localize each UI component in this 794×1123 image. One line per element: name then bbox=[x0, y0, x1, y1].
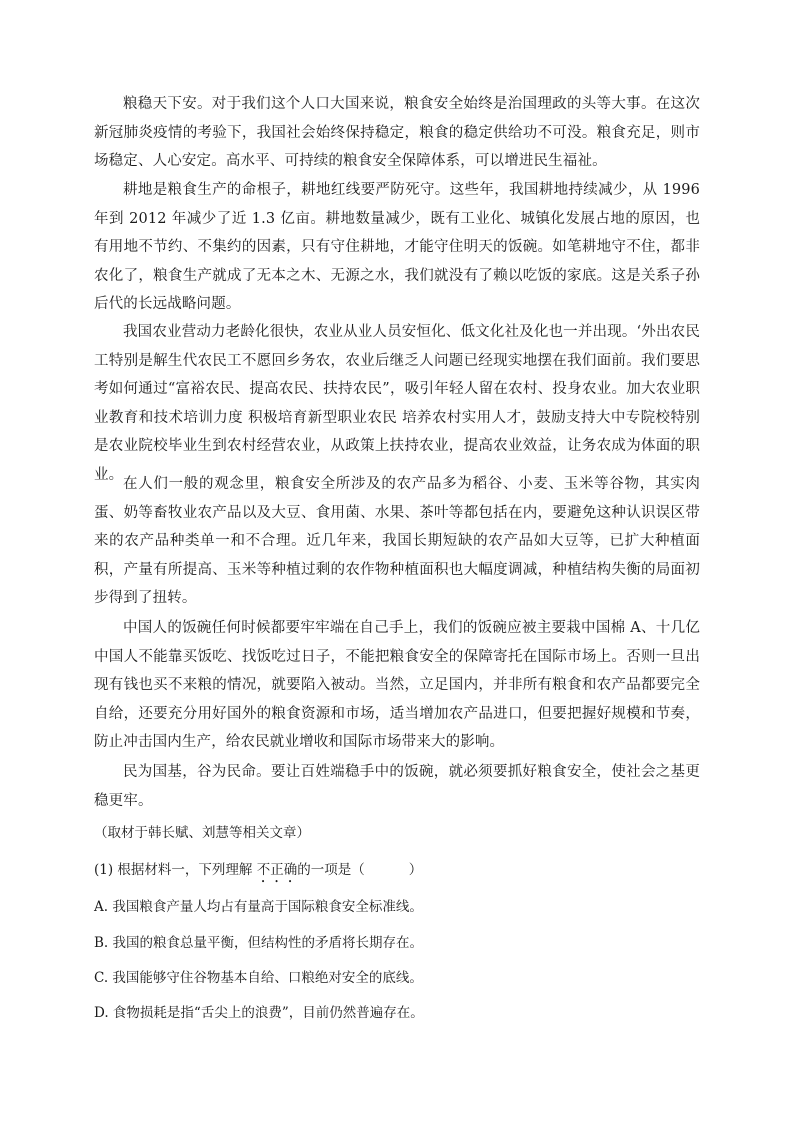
question-suffix: 的一项是（ bbox=[297, 862, 365, 878]
option-a[interactable]: A. 我国粮食产量人均占有量高于国际粮食安全标准线。 bbox=[94, 899, 423, 915]
question-emphasis: 不正确 bbox=[256, 862, 298, 878]
source-note: （取材于韩长赋、刘慧等相关文章） bbox=[94, 825, 310, 841]
option-b[interactable]: B. 我国的粮食总量平衡，但结构性的矛盾将长期存在。 bbox=[94, 935, 424, 951]
paragraph-agricultural-labor: 我国农业营动力老龄化很快，农业从业人员安恒化、低文化社及化也一并出现。‘外出农民工特别是解生代农民工不愿回乡务农，农业后继乏人问题已经现实地摆在我们面前。我们要思考如何通过“富裕农民、提高农民、扶持农民”，吸引年轻人留在农村、投身农业。加大农业职业教育和技术培训力度 积极培育新型职业农民 培养农村实用人才，鼓励支持大中专院校特别是农业院校毕业生到农村经营农业，从政策上扶持农业，提高农业效益，让务农成为体面的职业。 bbox=[94, 324, 700, 483]
paragraph-self-reliance: 中国人的饭碗任何时候都要牢牢端在自己手上，我们的饭碗应被主要栽中国棉 A、十几亿中国人不能靠买饭吃、找饭吃过日子，不能把粮食安全的保障寄托在国际市场上。否则一旦出现有钱也买不来粮的情况，就要陷入被动。当然，立足国内，并非所有粮食和农产品都要完全自给，还要充分用好国外的粮食资源和市场，适当增加农产品进口，但要把握好规模和节奏，防止冲击国内生产，给农民就业增收和国际市场带来大的影响。 bbox=[94, 620, 700, 751]
paragraph-product-variety: 在人们一般的观念里，粮食安全所涉及的农产品多为稻谷、小麦、玉米等谷物，其实肉 蛋、奶等畜牧业农产品以及大豆、食用菌、水果、茶叶等都包括在内，要避免这种认识误区带来的农产品种类单一和不合理。近几年来，我国长期短缺的农产品如大豆等，已扩大种植面积，产量有所提高、玉米等种植过剩的农作物种植面积也大幅度调减，种植结构失衡的局面初步得到了扭转。 bbox=[94, 476, 700, 607]
question-stem bbox=[94, 860, 422, 886]
question-close: ） bbox=[408, 862, 423, 878]
option-c[interactable]: C. 我国能够守住谷物基本自给、口粮绝对安全的底线。 bbox=[94, 970, 423, 986]
paragraph-food-security: 粮稳天下安。对于我们这个人口大国来说，粮食安全始终是治国理政的头等大事。在这次新冠肺炎疫情的考验下，我国社会始终保持稳定，粮食的稳定供给功不可没。粮食充足，则市场稳定、人心安定。高水平、可持续的粮食安全保障体系，可以增进民生福祉。 bbox=[94, 96, 700, 170]
paragraph-farmland: 耕地是粮食生产的命根子，耕地红线要严防死守。这些年，我国耕地持续减少，从 1996 年到 2012 年减少了近 1.3 亿亩。耕地数量减少，既有工业化、城镇化发展占地的原因，也有用地不节约、不集约的因素，只有守住耕地，才能守住明天的饭碗。如笔耕地守不住，都非农化了，粮食生产就成了无本之木、无源之水，我们就没有了赖以吃饭的家底。这是关系子孙后代的长远战略问题。 bbox=[94, 182, 700, 313]
question-prefix: (1) 根据材料一，下列理解 bbox=[94, 862, 257, 878]
paragraph-conclusion: 民为国基，谷为民命。要让百姓端稳手中的饭碗，就必须要抓好粮食安全，使社会之基更稳更牢。 bbox=[94, 764, 700, 809]
option-d[interactable]: D. 食物损耗是指“舌尖上的浪费”，目前仍然普遍存在。 bbox=[94, 1005, 424, 1021]
